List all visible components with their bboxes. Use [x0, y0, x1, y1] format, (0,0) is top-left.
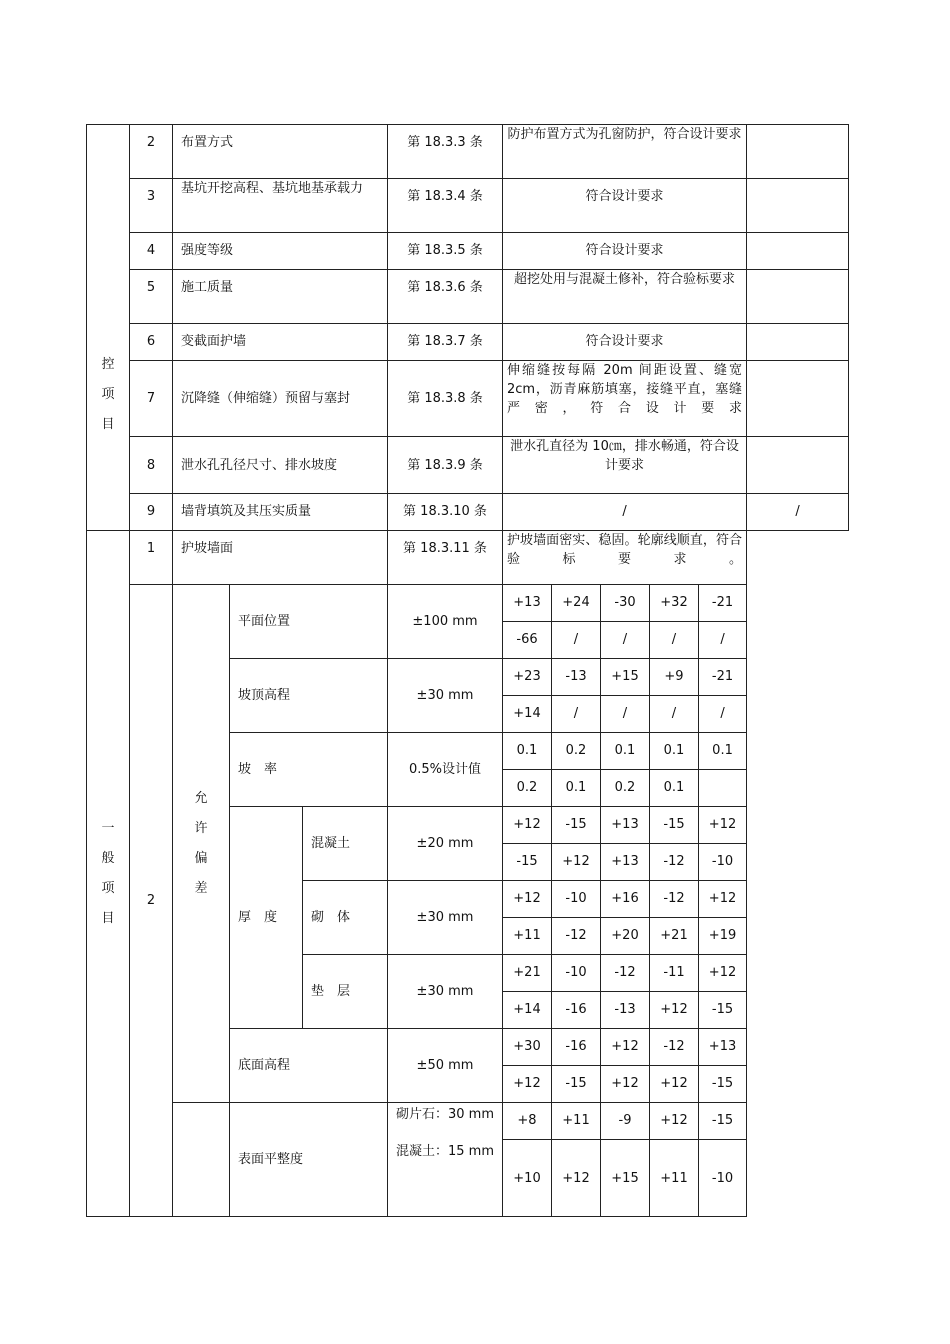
- measured-value: -15: [699, 1066, 747, 1103]
- measured-value: -21: [699, 659, 747, 696]
- measured-value: -12: [650, 844, 699, 881]
- item-name: 护坡墙面: [173, 531, 388, 585]
- tolerance: ±50 mm: [388, 1029, 503, 1103]
- empty-right-area: [747, 531, 849, 1217]
- clause: 第 18.3.9 条: [388, 437, 503, 494]
- check-item-name: 底面高程: [230, 1029, 388, 1103]
- row-number: 2: [130, 125, 173, 179]
- measured-value: +24: [552, 585, 601, 622]
- measured-value: +12: [699, 807, 747, 844]
- measured-value: +21: [503, 955, 552, 992]
- measured-value: +12: [503, 881, 552, 918]
- tolerance: ±30 mm: [388, 881, 503, 955]
- result-text: 符合设计要求: [503, 179, 747, 233]
- measured-value: -11: [650, 955, 699, 992]
- measured-value: +16: [601, 881, 650, 918]
- item-name: 变截面护墙: [173, 324, 388, 361]
- measured-value: 0.1: [650, 733, 699, 770]
- measured-value: +11: [552, 1103, 601, 1140]
- sub-item-name: 砌 体: [303, 881, 388, 955]
- row-number: 7: [130, 361, 173, 437]
- measured-value: -13: [601, 992, 650, 1029]
- table-row: [87, 179, 849, 233]
- extra-cell: [747, 437, 849, 494]
- measured-value: +12: [503, 1066, 552, 1103]
- measured-value: +12: [552, 1140, 601, 1217]
- measured-value: +23: [503, 659, 552, 696]
- sub-item-name: 垫 层: [303, 955, 388, 1029]
- measured-value: -12: [650, 881, 699, 918]
- measured-value: +12: [650, 1103, 699, 1140]
- flatness-tolerance-stone: 砌片石：30 mm: [396, 1107, 495, 1122]
- measured-value: +21: [650, 918, 699, 955]
- extra-cell: [747, 270, 849, 324]
- general-group-label: 一 般 项 目: [87, 531, 130, 1217]
- clause: 第 18.3.8 条: [388, 361, 503, 437]
- result-text: 护坡墙面密实、稳固。轮廓线顺直，符合验标要求。: [503, 531, 747, 585]
- tolerance: ±30 mm: [388, 955, 503, 1029]
- main-control-group-label: 控 项 目: [87, 125, 130, 531]
- measured-value: -16: [552, 992, 601, 1029]
- measured-value: +30: [503, 1029, 552, 1066]
- item-name: 布置方式: [173, 125, 388, 179]
- measured-value: +12: [503, 807, 552, 844]
- result-text: 符合设计要求: [503, 324, 747, 361]
- measured-value: +12: [650, 992, 699, 1029]
- measured-value: -16: [552, 1029, 601, 1066]
- measured-value: -66: [503, 622, 552, 659]
- measured-value: -15: [699, 1103, 747, 1140]
- result-text: /: [503, 494, 747, 531]
- row-number: 8: [130, 437, 173, 494]
- measured-value: -15: [552, 1066, 601, 1103]
- measured-value: 0.2: [503, 770, 552, 807]
- clause: 第 18.3.6 条: [388, 270, 503, 324]
- item-name: 强度等级: [173, 233, 388, 270]
- table-row: [87, 1103, 849, 1140]
- check-item-name: 平面位置: [230, 585, 388, 659]
- measured-value: 0.2: [601, 770, 650, 807]
- measured-value: -10: [699, 1140, 747, 1217]
- measured-value: +15: [601, 659, 650, 696]
- row-number: 6: [130, 324, 173, 361]
- measured-value: +12: [601, 1029, 650, 1066]
- table-row: [87, 125, 849, 179]
- measured-value: /: [650, 622, 699, 659]
- measured-value: +12: [699, 955, 747, 992]
- result-text: 防护布置方式为孔窗防护，符合设计要求: [503, 125, 747, 179]
- measured-value: /: [601, 622, 650, 659]
- tolerance: 0.5%设计值: [388, 733, 503, 807]
- tolerance: ±30 mm: [388, 659, 503, 733]
- result-text: 泄水孔直径为 10㎝，排水畅通，符合设计要求: [503, 437, 747, 494]
- measured-value: -13: [552, 659, 601, 696]
- table-row: [87, 585, 849, 622]
- result-text: 符合设计要求: [503, 233, 747, 270]
- table-row: [87, 324, 849, 361]
- row-number: 4: [130, 233, 173, 270]
- check-item-name: 坡顶高程: [230, 659, 388, 733]
- measured-value: +9: [650, 659, 699, 696]
- measured-value: 0.1: [650, 770, 699, 807]
- measured-value: +20: [601, 918, 650, 955]
- sub-item-name: 混凝土: [303, 807, 388, 881]
- measured-value: +15: [601, 1140, 650, 1217]
- measured-value: /: [601, 696, 650, 733]
- item-name: 墙背填筑及其压实质量: [173, 494, 388, 531]
- measured-value: -10: [699, 844, 747, 881]
- measured-value: -30: [601, 585, 650, 622]
- measured-value: -15: [650, 807, 699, 844]
- item-name: 沉降缝（伸缩缝）预留与塞封: [173, 361, 388, 437]
- measured-value: -12: [552, 918, 601, 955]
- measured-value: -21: [699, 585, 747, 622]
- measured-value: +13: [503, 585, 552, 622]
- measured-value: -15: [552, 807, 601, 844]
- measured-value: 0.1: [503, 733, 552, 770]
- check-item-name: 坡 率: [230, 733, 388, 807]
- table-row: [87, 270, 849, 324]
- row-number: 9: [130, 494, 173, 531]
- measured-value: +32: [650, 585, 699, 622]
- measured-value: +12: [650, 1066, 699, 1103]
- table-row: [87, 494, 849, 531]
- tolerance: ±100 mm: [388, 585, 503, 659]
- table-row: [87, 531, 849, 585]
- item-name: 泄水孔孔径尺寸、排水坡度: [173, 437, 388, 494]
- measured-value: +19: [699, 918, 747, 955]
- measured-value: +12: [552, 844, 601, 881]
- measured-value: /: [699, 696, 747, 733]
- measured-value: +13: [699, 1029, 747, 1066]
- measured-value: +14: [503, 696, 552, 733]
- measured-value: +8: [503, 1103, 552, 1140]
- extra-cell: /: [747, 494, 849, 531]
- row-number: 3: [130, 179, 173, 233]
- measured-value: -15: [699, 992, 747, 1029]
- extra-cell: [747, 125, 849, 179]
- tolerance-group-label: 允 许 偏 差: [173, 585, 230, 1103]
- measured-value: [699, 770, 747, 807]
- tolerance: [388, 1103, 503, 1217]
- measured-value: 0.1: [601, 733, 650, 770]
- clause: 第 18.3.3 条: [388, 125, 503, 179]
- measured-value: /: [552, 622, 601, 659]
- extra-cell: [747, 361, 849, 437]
- item-name: 基坑开挖高程、基坑地基承载力: [173, 179, 388, 233]
- extra-cell: [747, 233, 849, 270]
- table-row: [87, 361, 849, 437]
- measured-value: -12: [650, 1029, 699, 1066]
- measured-value: -12: [601, 955, 650, 992]
- table-row: [87, 437, 849, 494]
- measured-value: /: [699, 622, 747, 659]
- clause: 第 18.3.5 条: [388, 233, 503, 270]
- row-number: 5: [130, 270, 173, 324]
- extra-cell: [747, 179, 849, 233]
- measured-value: /: [650, 696, 699, 733]
- flatness-tolerance-concrete: 混凝土：15 mm: [396, 1144, 495, 1159]
- measured-value: 0.2: [552, 733, 601, 770]
- measured-value: -9: [601, 1103, 650, 1140]
- blank-cell: [173, 1103, 230, 1217]
- measured-value: +12: [601, 1066, 650, 1103]
- result-text: 超挖处用与混凝土修补，符合验标要求: [503, 270, 747, 324]
- clause: 第 18.3.7 条: [388, 324, 503, 361]
- extra-cell: [747, 324, 849, 361]
- tolerance: ±20 mm: [388, 807, 503, 881]
- measured-value: +12: [699, 881, 747, 918]
- clause: 第 18.3.11 条: [388, 531, 503, 585]
- measured-value: +14: [503, 992, 552, 1029]
- row-number: 1: [130, 531, 173, 585]
- result-text: 伸缩缝按每隔 20m 间距设置、缝宽 2cm，沥青麻筋填塞，接缝平直，塞缝严密，符合设计要求: [503, 361, 747, 437]
- measured-value: +11: [650, 1140, 699, 1217]
- measured-value: +13: [601, 807, 650, 844]
- check-item-name: 厚 度: [230, 807, 303, 1029]
- measured-value: 0.1: [552, 770, 601, 807]
- inspection-table: [86, 124, 849, 1217]
- table-row: [87, 233, 849, 270]
- measured-value: -10: [552, 955, 601, 992]
- row-number: 2: [130, 585, 173, 1217]
- clause: 第 18.3.4 条: [388, 179, 503, 233]
- measured-value: +11: [503, 918, 552, 955]
- measured-value: 0.1: [699, 733, 747, 770]
- measured-value: +10: [503, 1140, 552, 1217]
- measured-value: /: [552, 696, 601, 733]
- measured-value: -10: [552, 881, 601, 918]
- clause: 第 18.3.10 条: [388, 494, 503, 531]
- measured-value: -15: [503, 844, 552, 881]
- check-item-name: 表面平整度: [230, 1103, 388, 1217]
- item-name: 施工质量: [173, 270, 388, 324]
- measured-value: +13: [601, 844, 650, 881]
